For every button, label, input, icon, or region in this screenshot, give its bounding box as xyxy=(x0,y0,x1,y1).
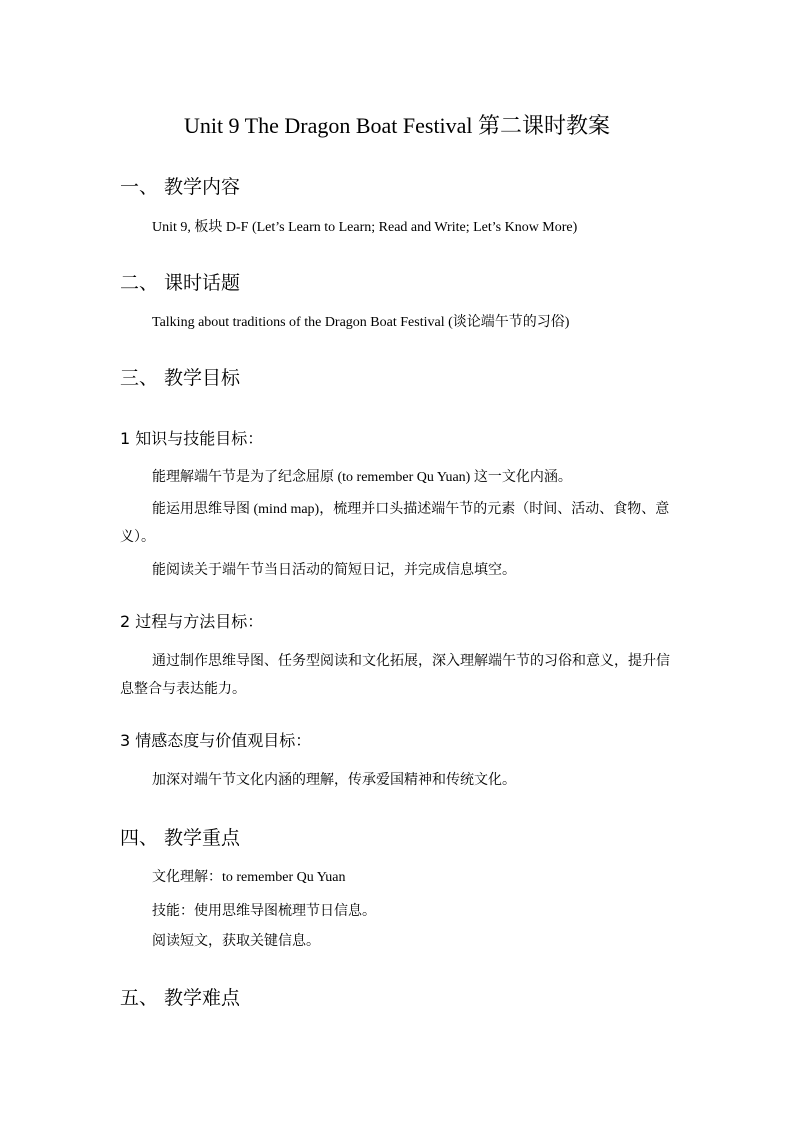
subsection-heading-knowledge: 1 知识与技能目标： xyxy=(120,429,264,448)
section-topic-text: Talking about traditions of the Dragon Boat Festival (谈论端午节的习俗) xyxy=(152,315,570,330)
key-point-text: 文化理解：to remember Qu Yuan xyxy=(152,870,346,885)
section-heading-content: 一、 教学内容 xyxy=(120,176,241,198)
section-content-text: Unit 9, 板块 D-F (Let’s Learn to Learn; Read and Write; Let’s Know More) xyxy=(152,220,578,235)
objective-paragraph: 能理解端午节是为了纪念屈原 (to remember Qu Yuan) 这一文化内涵。 xyxy=(152,470,572,485)
objective-paragraph: 能运用思维导图 (mind map)，梳理并口头描述端午节的元素（时间、活动、食物、意义）。 xyxy=(120,502,670,545)
objective-paragraph: 加深对端午节文化内涵的理解，传承爱国精神和传统文化。 xyxy=(152,773,516,788)
document-title: Unit 9 The Dragon Boat Festival 第二课时教案 xyxy=(183,113,611,138)
section-heading-key-points: 四、 教学重点 xyxy=(120,827,241,849)
section-heading-topic: 二、 课时话题 xyxy=(120,272,241,294)
section-heading-objectives: 三、 教学目标 xyxy=(120,367,241,389)
section-heading-difficulties: 五、 教学难点 xyxy=(120,987,241,1009)
subsection-heading-values: 3 情感态度与价值观目标： xyxy=(120,731,312,750)
subsection-heading-process: 2 过程与方法目标： xyxy=(120,612,264,631)
key-point-text: 阅读短文，获取关键信息。 xyxy=(152,934,320,949)
objective-paragraph: 通过制作思维导图、任务型阅读和文化拓展，深入理解端午节的习俗和意义，提升信息整合与表达能力。 xyxy=(120,654,670,697)
objective-paragraph: 能阅读关于端午节当日活动的简短日记，并完成信息填空。 xyxy=(152,563,516,578)
key-point-text: 技能：使用思维导图梳理节日信息。 xyxy=(152,904,376,919)
